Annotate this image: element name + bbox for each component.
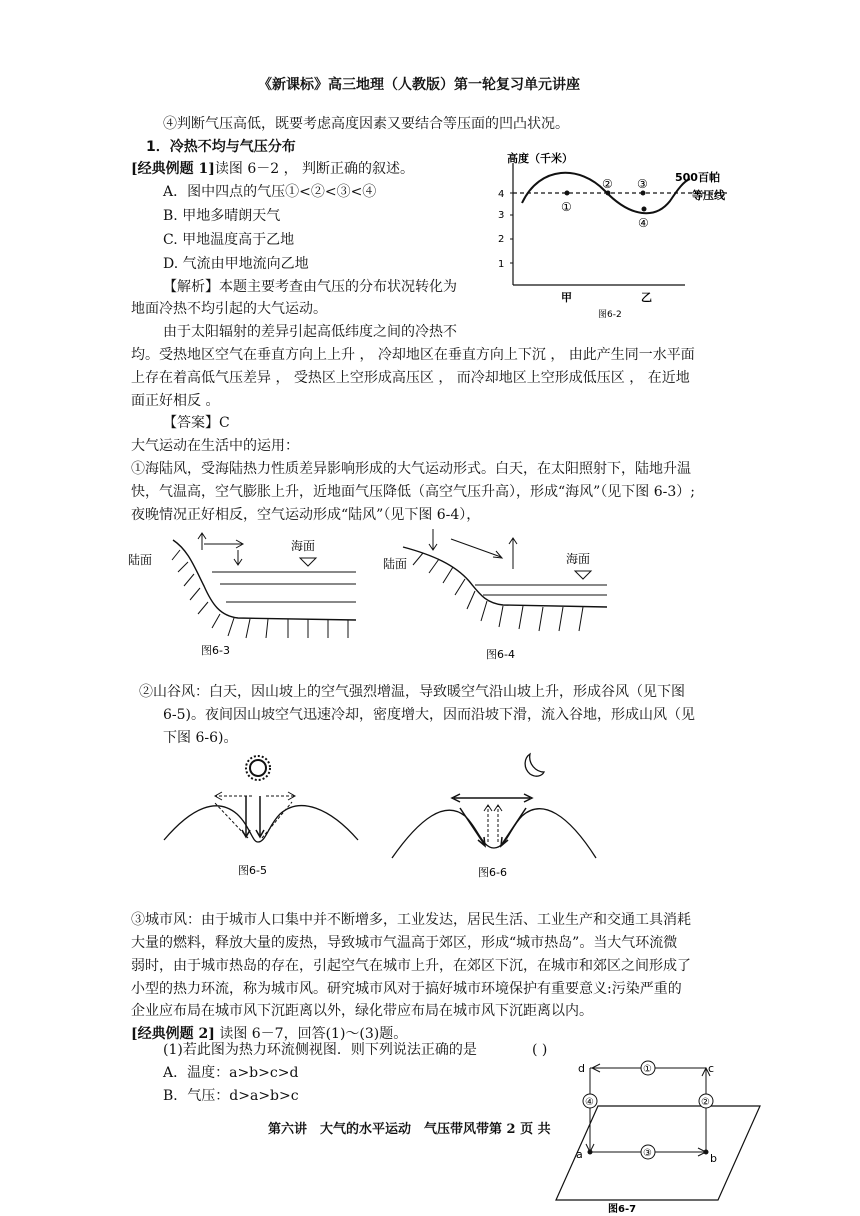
sea-label: 海面 <box>291 539 316 553</box>
figure-6-4-land-breeze <box>383 525 613 665</box>
point-2-label: ② <box>602 177 613 191</box>
ground-plane <box>556 1106 760 1200</box>
point-3-marker <box>641 191 646 196</box>
example2-prompt: 读图 6－7，回答(1)～(3)题。 <box>219 1026 408 1042</box>
example1-option-b: B. 甲地多晴朗天气 <box>163 208 281 224</box>
y-axis-label: 高度（千米） <box>507 152 573 165</box>
sea-land-line-1: ①海陆风，受海陆热力性质差异影响形成的大气运动形式。白天，在太阳照射下，陆地升温 <box>131 461 691 477</box>
example1-analysis <box>163 277 457 297</box>
sea-level-marker <box>300 558 316 566</box>
valley-line-2: 6-5)。夜间因山坡空气迅速冷却，密度增大，因而沿坡下滑，流入谷地，形成山风（见 <box>163 707 696 723</box>
example1-question <box>131 159 414 179</box>
point-4-label: ④ <box>638 216 649 230</box>
city-line-2: 大量的燃料，释放大量的废热，导致城市气温高于郊区，形成“城市热岛”。当大气环流微 <box>131 935 678 951</box>
section-heading: 1．冷热不均与气压分布 <box>146 139 296 155</box>
figure-6-2-isobar-diagram <box>480 145 750 325</box>
city-line-3: 弱时，由于城市热岛的存在，引起空气在城市上升，在郊区下沉，在城市和郊区之间形成了 <box>131 958 691 974</box>
figure-6-3-caption: 图6-3 <box>201 644 230 657</box>
figure-6-5-caption: 图6-5 <box>238 864 267 877</box>
x-label-jia: 甲 <box>561 291 572 304</box>
land-label: 陆面 <box>128 553 153 567</box>
x-label-yi: 乙 <box>641 291 652 304</box>
figure-6-2-caption: 图6-2 <box>598 310 622 320</box>
sea-land-line-3: 夜晚情况正好相反，空气运动形成“陆风”（见下图 6-4）， <box>131 507 481 523</box>
isobar-line-label: 等压线 <box>692 189 725 202</box>
sea-level-marker <box>575 571 591 579</box>
example2-option-b: B．气压：d>a>b>c <box>163 1088 299 1104</box>
figure-6-3-sea-breeze <box>128 530 368 660</box>
example2-option-a: A．温度：a>b>c>d <box>163 1065 299 1081</box>
arrow-label-1: ① <box>643 1064 652 1075</box>
page-footer: 第六讲 大气的水平运动 气压带风带第 2 页 共 <box>268 1122 551 1137</box>
surface-flow-arrow <box>451 539 501 557</box>
intro-point-4: ④判断气压高低，既要考虑高度因素又要结合等压面的凹凸状况。 <box>163 116 569 132</box>
figure-6-7-caption: 图6-7 <box>608 1204 637 1215</box>
valley-profile <box>392 809 596 858</box>
corner-a: a <box>576 1148 583 1161</box>
arrow-label-4: ④ <box>585 1097 594 1108</box>
explanation-line-2: 均。受热地区空气在垂直方向上上升 ， 冷却地区在垂直方向上下沉 ， 由此产生同一水平面 <box>131 347 695 363</box>
coastline-profile <box>173 540 356 620</box>
explanation-line-4: 面正好相反 。 <box>131 393 220 409</box>
corner-b: b <box>710 1152 717 1165</box>
analysis-line-2: 地面冷热不均引起的大气运动。 <box>131 301 327 317</box>
applications-heading: 大气运动在生活中的运用： <box>131 438 299 454</box>
example1-option-c: C. 甲地温度高于乙地 <box>163 232 295 248</box>
example1-option-d: D. 气流由甲地流向乙地 <box>163 256 309 272</box>
city-line-1: ③城市风：由于城市人口集中并不断增多，工业发达，居民生活、工业生产和交通工具消耗 <box>131 912 691 928</box>
arrow-label-2: ② <box>701 1097 710 1108</box>
example1-answer: 【答案】C <box>163 415 230 431</box>
valley-line-3: 下图 6-6)。 <box>163 730 238 746</box>
y-tick-3: 3 <box>498 210 505 221</box>
answer-blank: ( ) <box>532 1042 548 1058</box>
sea-label: 海面 <box>566 552 591 566</box>
city-line-5: 企业应布局在城市风下沉距离以外，绿化带应布局在城市风下沉距离以内。 <box>131 1003 593 1019</box>
figure-6-5-valley-breeze <box>162 752 362 882</box>
figure-6-7-thermal-circulation <box>568 1056 763 1214</box>
land-label: 陆面 <box>383 557 408 571</box>
figure-6-6-mountain-breeze <box>390 750 600 885</box>
point-2-marker <box>606 191 611 196</box>
arrow-label-3: ③ <box>643 1148 652 1159</box>
point-1-label: ① <box>561 200 572 214</box>
analysis-text: 本题主要考查由气压的分布状况转化为 <box>219 279 457 295</box>
point-1-marker <box>565 191 570 196</box>
example2-q1: (1)若此图为热力环流侧视图．则下列说法正确的是 <box>163 1042 477 1058</box>
point-3-label: ③ <box>637 177 648 191</box>
y-tick-1: 1 <box>498 259 505 270</box>
sea-land-line-2: 快，气温高，空气膨胀上升，近地面气压降低（高空气压升高），形成“海风”（见下图 6-3）; <box>131 484 696 500</box>
corner-d: d <box>578 1062 585 1075</box>
example2-tag: [经典例题 2] <box>131 1026 215 1042</box>
page-header-title: 《新课标》高三地理（人教版）第一轮复习单元讲座 <box>258 77 580 93</box>
moon-icon <box>525 754 544 776</box>
curve-label: 500百帕 <box>675 171 720 184</box>
valley-line-1: ②山谷风：白天，因山坡上的空气强烈增温，导致暖空气沿山坡上升，形成谷风（见下图 <box>139 684 685 700</box>
analysis-label: 【解析】 <box>163 279 219 295</box>
ground-hatching <box>172 550 348 638</box>
ground-hatching <box>413 553 583 631</box>
sun-icon <box>246 756 270 780</box>
figure-6-6-caption: 图6-6 <box>478 866 507 879</box>
explanation-line-3: 上存在着高低气压差异 ， 受热区上空形成高压区 ， 而冷却地区上空形成低压区 ， 在近地 <box>131 370 690 386</box>
example1-tag: [经典例题 1] <box>131 161 215 177</box>
downslope-wind-arrow <box>460 808 484 844</box>
city-line-4: 小型的热力环流，称为城市风。研究城市风对于搞好城市环境保护有重要意义:污染严重的 <box>131 981 682 997</box>
y-tick-4: 4 <box>498 189 505 200</box>
figure-6-4-caption: 图6-4 <box>486 648 515 661</box>
corner-c: c <box>708 1062 715 1075</box>
point-4-marker <box>642 207 647 212</box>
example1-prompt: 读图 6－2 ， 判断正确的叙述。 <box>214 161 415 177</box>
example1-option-a: A．图中四点的气压①<②<③<④ <box>163 184 377 200</box>
explanation-line-1: 由于太阳辐射的差异引起高低纬度之间的冷热不 <box>163 324 457 340</box>
y-tick-2: 2 <box>498 234 505 245</box>
